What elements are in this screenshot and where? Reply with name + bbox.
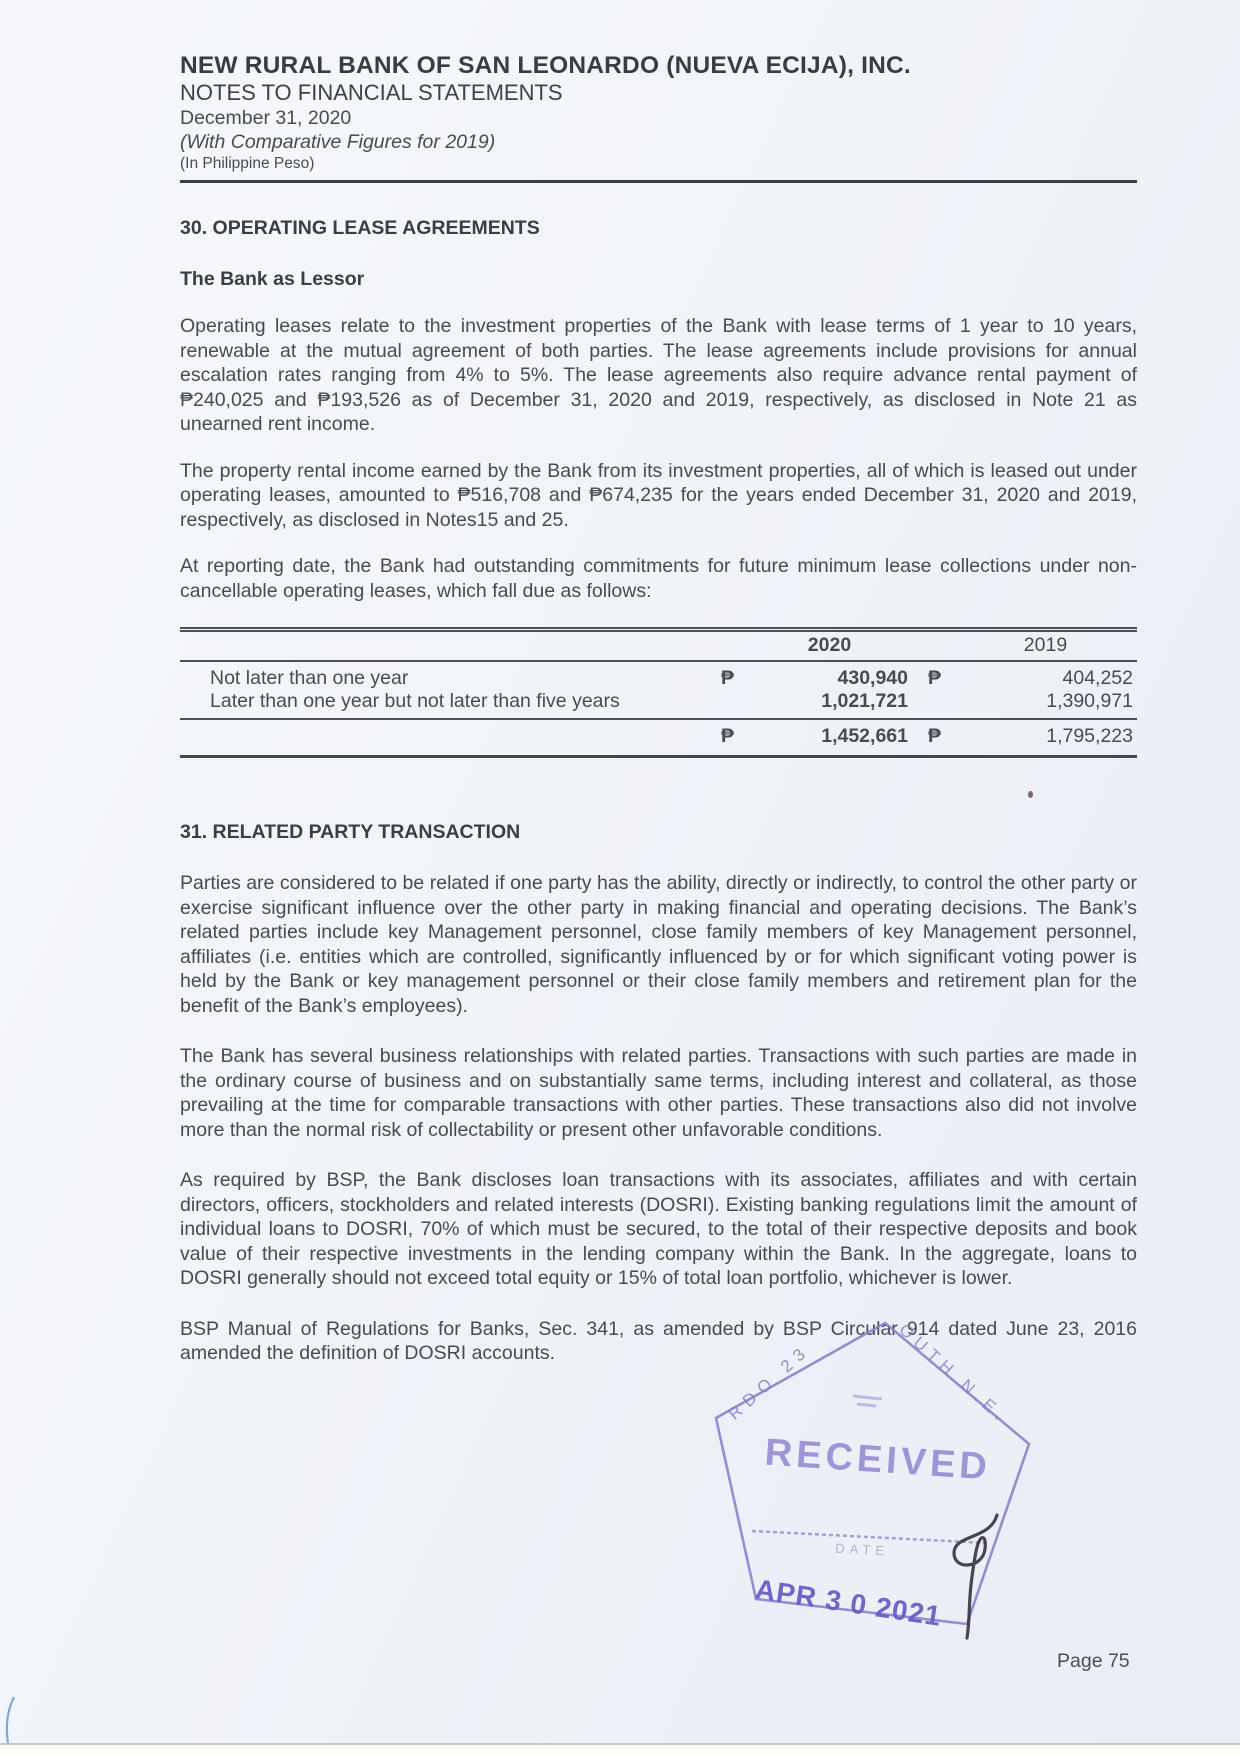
total-2019: 1,795,223 xyxy=(1046,725,1133,747)
document-content xyxy=(180,52,1137,1385)
stamp-smudge xyxy=(853,1396,882,1406)
stamp-received-text: RECEIVED xyxy=(763,1431,993,1489)
stamp-arc-right-text: OUTH N.E. xyxy=(895,1320,1013,1428)
scan-edge xyxy=(0,1743,1240,1755)
value-2019: 1,390,971 xyxy=(1046,690,1133,712)
value-2019: 404,252 xyxy=(1062,667,1133,689)
signature-stroke xyxy=(954,1515,997,1638)
document-title: NOTES TO FINANCIAL STATEMENTS xyxy=(180,80,563,105)
table-row xyxy=(180,662,1137,690)
row-label: Later than one year but not later than five years xyxy=(210,690,620,712)
lease-commitments-table xyxy=(180,627,1137,758)
table-header-row xyxy=(180,632,1137,662)
section-30-paragraph-3: At reporting date, the Bank had outstanding commitments for future minimum lease collections under non-cancellable operating leases, which fall due as follows: xyxy=(180,555,1137,602)
table-row xyxy=(180,690,1137,720)
section-30-heading: 30. OPERATING LEASE AGREEMENTS xyxy=(180,217,540,239)
section-31-heading: 31. RELATED PARTY TRANSACTION xyxy=(180,821,521,843)
comparative-figures-note: (With Comparative Figures for 2019) xyxy=(180,131,496,153)
received-stamp xyxy=(650,1300,1100,1700)
peso-sign: ₱ xyxy=(928,725,942,747)
page-number: Page 75 xyxy=(1057,1650,1130,1672)
section-31-paragraph-2: The Bank has several business relationships with related parties. Transactions with such parties are made in the ordinary course of business and on substantially same terms, including interest and collateral, as those prevailing at the time for comparable transactions with other parties. These transactions also did not involve more than the normal risk of collectability or present other unfavorable conditions. xyxy=(180,1045,1137,1141)
table-total-row xyxy=(180,720,1137,758)
section-30-paragraph-2: The property rental income earned by the Bank from its investment properties, all of which is leased out under operating leases, amounted to ₱516,708 and ₱674,235 for the years ended December 31, 2020 and 2019, respectively, as disclosed in Notes15 and 25. xyxy=(180,459,1137,531)
peso-sign: ₱ xyxy=(721,725,735,747)
stamp-date-label: DATE xyxy=(835,1540,890,1559)
bank-as-lessor-subheading: The Bank as Lessor xyxy=(180,268,365,290)
stamp-date-value: APR 3 0 2021 xyxy=(753,1573,944,1632)
section-31-paragraph-4: BSP Manual of Regulations for Banks, Sec. 341, as amended by BSP Circular 914 dated June 23, 2016 amended the definition of DOSRI accounts. xyxy=(180,1317,1137,1364)
column-header-2019: 2019 xyxy=(1023,634,1068,656)
stamp-date-line xyxy=(752,1531,986,1543)
currency-note: (In Philippine Peso) xyxy=(180,155,315,172)
stamp-arc-left-text: RDO 23 xyxy=(724,1340,815,1424)
bank-name: NEW RURAL BANK OF SAN LEONARDO (NUEVA ECIJA), INC. xyxy=(180,52,911,79)
scan-speck xyxy=(1028,791,1033,798)
section-31-paragraph-1: Parties are considered to be related if one party has the ability, directly or indirectly, to control the other party or exercise significant influence over the other party in making financial and operating decisions. The Bank’s related parties include key Management personnel, close family members of key Management personnel, affiliates (i.e. entities which are controlled, significantly influenced by or for which significant voting power is held by the Bank or key management personnel or their close family members and retirement plan for the benefit of the Bank’s employees). xyxy=(180,872,1137,1017)
value-2020: 1,021,721 xyxy=(821,690,908,712)
row-label: Not later than one year xyxy=(210,667,409,689)
section-30-paragraph-1: Operating leases relate to the investment properties of the Bank with lease terms of 1 year to 10 years, renewable at the mutual agreement of both parties. The lease agreements include provisions for annual escalation rates ranging from 4% to 5%. The lease agreements also require advance rental payment of ₱240,025 and ₱193,526 as of December 31, 2020 and 2019, respectively, as disclosed in Note 21 as unearned rent income. xyxy=(180,315,1137,435)
value-2020: 430,940 xyxy=(837,667,908,689)
peso-sign: ₱ xyxy=(928,667,942,689)
peso-sign: ₱ xyxy=(721,667,735,689)
column-header-2020: 2020 xyxy=(807,634,852,656)
header-rule xyxy=(180,180,1137,183)
total-2020: 1,452,661 xyxy=(821,725,908,747)
statement-date: December 31, 2020 xyxy=(180,107,352,129)
section-31-paragraph-3: As required by BSP, the Bank discloses loan transactions with its associates, affiliates and with certain directors, officers, stockholders and related interests (DOSRI). Existing banking regulations limit the amount of individual loans to DOSRI, 70% of which must be secured, to the total of their respective deposits and book value of their respective investments in the lending company within the Bank. In the aggregate, loans to DOSRI generally should not exceed total equity or 15% of total loan portfolio, whichever is lower. xyxy=(180,1169,1137,1289)
